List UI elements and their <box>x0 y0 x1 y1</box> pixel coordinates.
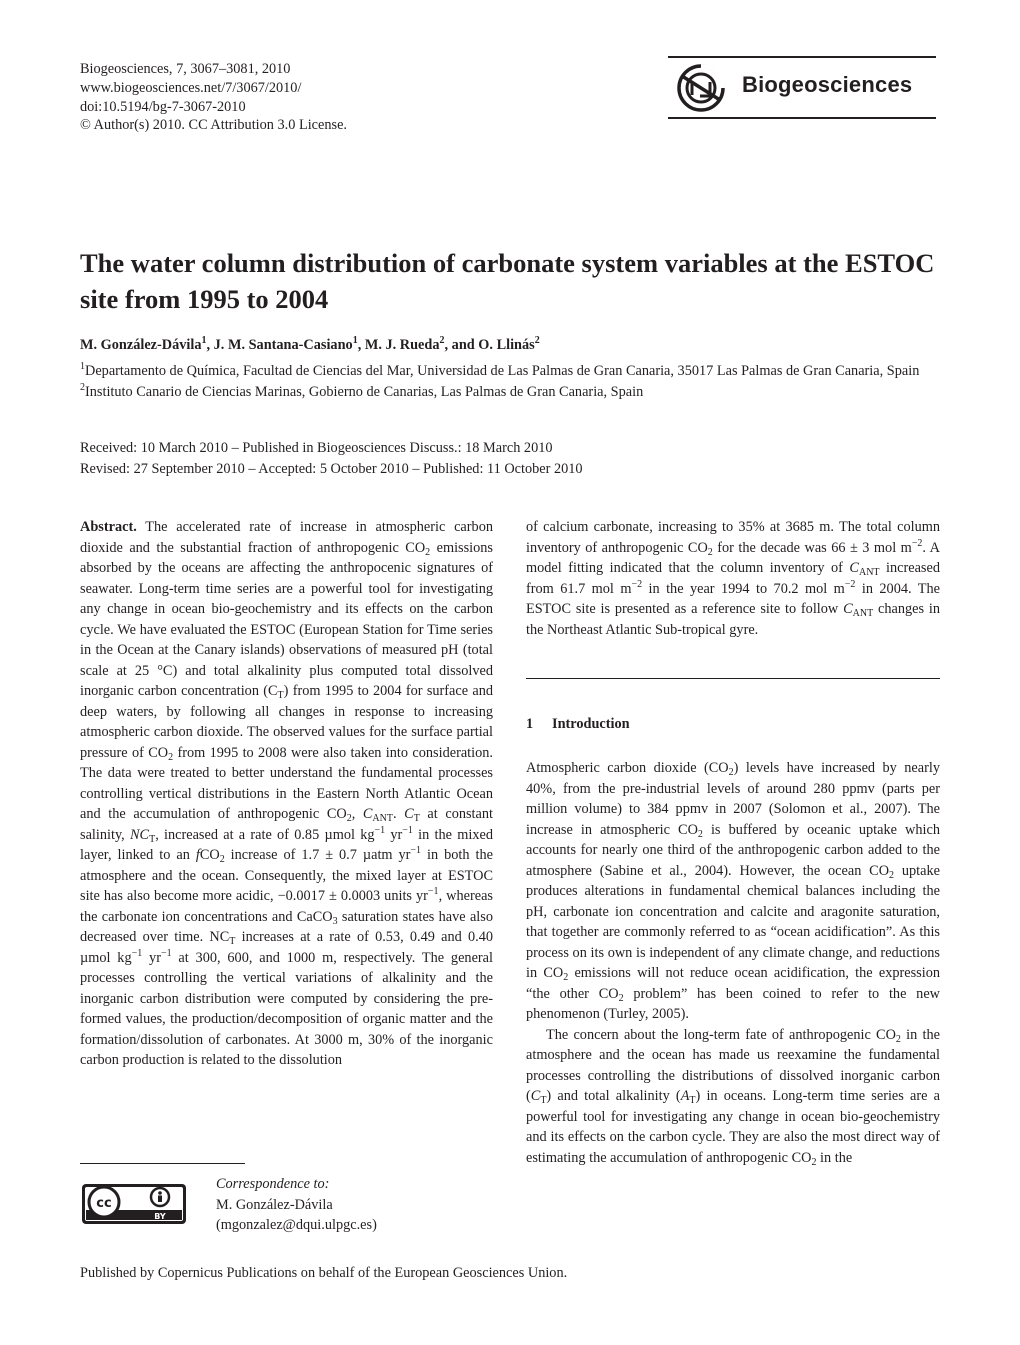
journal-citation: Biogeosciences, 7, 3067–3081, 2010 <box>80 61 291 77</box>
journal-logo <box>668 55 936 119</box>
svg-text:BY: BY <box>154 1212 166 1221</box>
abstract-label: Abstract. <box>80 519 137 535</box>
journal-info <box>80 60 347 135</box>
publisher-footer: Published by Copernicus Publications on behalf of the European Geosciences Union. <box>80 1265 568 1281</box>
revised-accepted-line: Revised: 27 September 2010 – Accepted: 5 October 2010 – Published: 11 October 2010 <box>80 461 583 477</box>
introduction-text <box>526 758 940 1168</box>
affiliation: $^2$Instituto Canario de Ciencias Marinas, Gobierno de Canarias, Las Palmas de Gran Canaria, Spain <box>80 381 644 400</box>
paper-title: The water column distribution of carbonate system variables at the ESTOC site from 1995 to 2004 <box>80 248 935 314</box>
correspondence-name: M. González-Dávila <box>216 1196 333 1213</box>
abstract-continued: of calcium carbonate, increasing to 35% at 3685 m. The total column inventory of anthropogenic $CO_2$ for the decade was 66 ± 3 mol $m^{-2}$. A model fitting indicated that the column inventory of $C_{ANT}$ increased from 61.7 mol $m^{-2}$ in the year 1994 to 70.2 mol $m^{-2}$ in 2004. The ESTOC site is presented as a reference site to follow $C_{ANT}$ changes in the Northeast Atlantic Sub-tropical gyre. <box>526 519 941 638</box>
author-name: M. J. Rueda <box>364 337 440 353</box>
copernicus-globe-icon <box>672 63 730 113</box>
paragraph: The concern about the long-term fate of anthropogenic $CO_2$ in the atmosphere and the ocean has made us reexamine the fundamental processes controlling the distributions of dissolved inorganic carbon $(C_T)$ and total alkalinity $(A_T)$ in oceans. Long-term time series are a powerful tool for investigating any change in ocean bio-geochemistry and its effects on the carbon cycle. They are also the most direct way of estimating the accumulation of anthropogenic $CO_2$ in the <box>526 1026 940 1168</box>
received-published-line: Received: 10 March 2010 – Published in Biogeosciences Discuss.: 18 March 2010 <box>80 440 553 456</box>
paragraph: Atmospheric carbon dioxide $(CO_2)$ levels have increased by nearly 40%, from the pre-industrial levels of around 280 ppmv (parts per million volume) to 384 ppmv in 2007 (Solomon et al., 2007). The increase in atmospheric $CO_2$ is buffered by oceanic uptake which accounts for nearly one third of the anthropogenic carbon added to the atmosphere (Sabine et al., 2004). However, the ocean $CO_2$ uptake produces alterations in fundamental chemical balances including the pH, carbonate ion concentration and calcite and aragonite saturation, that together are commonly referred to as “ocean acidification”. As this process on its own is independent of any climate change, and reductions in $CO_2$ emissions will not reduce ocean acidification, the expression “the other $CO_2$ problem” has been coined to refer to the new phenomenon (Turley, 2005). <box>526 760 940 1022</box>
svg-text:cc: cc <box>96 1196 112 1211</box>
affiliations <box>80 361 942 402</box>
section-heading: 1 Introduction <box>526 716 630 732</box>
author-name: O. Llinás <box>478 337 535 353</box>
correspondence-email[interactable]: (mgonzalez@dqui.ulpgc.es) <box>216 1217 377 1233</box>
publication-dates <box>80 438 583 480</box>
abstract: Abstract. The accelerated rate of increase in atmospheric carbon dioxide and the substantial fraction of anthropogenic $CO_2$ emissions absorbed by the oceans are affecting the anthropocenic signatures of seawater. Long-term time series are a powerful tool for investigating any change in ocean bio-geochemistry and its effects on the carbon cycle. We have evaluated the ESTOC (European Station for Time series in the Ocean at the Canary islands) observations of measured pH (total scale at 25 °C) and total alkalinity plus computed total dissolved inorganic carbon concentration $(C_T)$ from 1995 to 2004 for surface and deep waters, by following all changes in response to increasing atmospheric carbon dioxide. The observed values for the surface partial pressure of $CO_2$ from 1995 to 2008 were also taken into consideration. The data were treated to better understand the fundamental processes controlling vertical distributions in the Eastern North Atlantic Ocean and the accumulation of anthropogenic $CO_2$, $C_{ANT}$. $C_T$ at constant salinity, $NC_T$, increased at a rate of 0.85 µmol $kg^{-1}$ $yr^{-1}$ in the mixed layer, linked to an fCO$_2$ increase of 1.7 ± 0.7 µatm $yr^{-1}$ in both the atmosphere and the ocean. Consequently, the mixed layer at ESTOC site has also become more acidic, −0.0017 ± 0.0003 units $yr^{-1}$, whereas the carbonate ion concentrations and CaCO$_3$ saturation states have also decreased over time. $NC_T$ increases at a rate of 0.53, 0.49 and 0.40 µmol $kg^{-1}$ $yr^{-1}$ at 300, 600, and 1000 m, respectively. The general processes controlling the vertical variations of alkalinity and the inorganic carbon distribution were computed by considering the pre-formed values, the production/decomposition of organic matter and the formation/dissolution of carbonates. At 3000 m, 30% of the inorganic carbon production is related to the dissolution <box>80 519 494 1068</box>
cc-by-license-icon <box>82 1184 186 1224</box>
correspondence <box>216 1174 377 1236</box>
affiliation: $^1$Departamento de Química, Facultad de Ciencias del Mar, Universidad de Las Palmas de Gran Canaria, 35017 Las Palmas de Gran Canaria, Spain <box>80 361 920 379</box>
section-divider <box>526 678 940 679</box>
author-name: M. González-Dávila <box>80 337 202 353</box>
author-list: M. González-Dávila$^1$, J. M. Santana-Casiano$^1$, M. J. Rueda$^2$, and O. Llinás$^2$ <box>80 335 540 353</box>
journal-name: Biogeosciences <box>742 72 913 97</box>
journal-doi[interactable]: doi:10.5194/bg-7-3067-2010 <box>80 98 246 115</box>
journal-url[interactable]: www.biogeosciences.net/7/3067/2010/ <box>80 79 302 96</box>
footnote-rule <box>80 1163 245 1164</box>
cc-license-badge[interactable] <box>82 1184 186 1224</box>
journal-license: © Author(s) 2010. CC Attribution 3.0 License. <box>80 117 347 134</box>
author-name: J. M. Santana-Casiano <box>213 337 353 353</box>
correspondence-label: Correspondence to: <box>216 1176 330 1192</box>
